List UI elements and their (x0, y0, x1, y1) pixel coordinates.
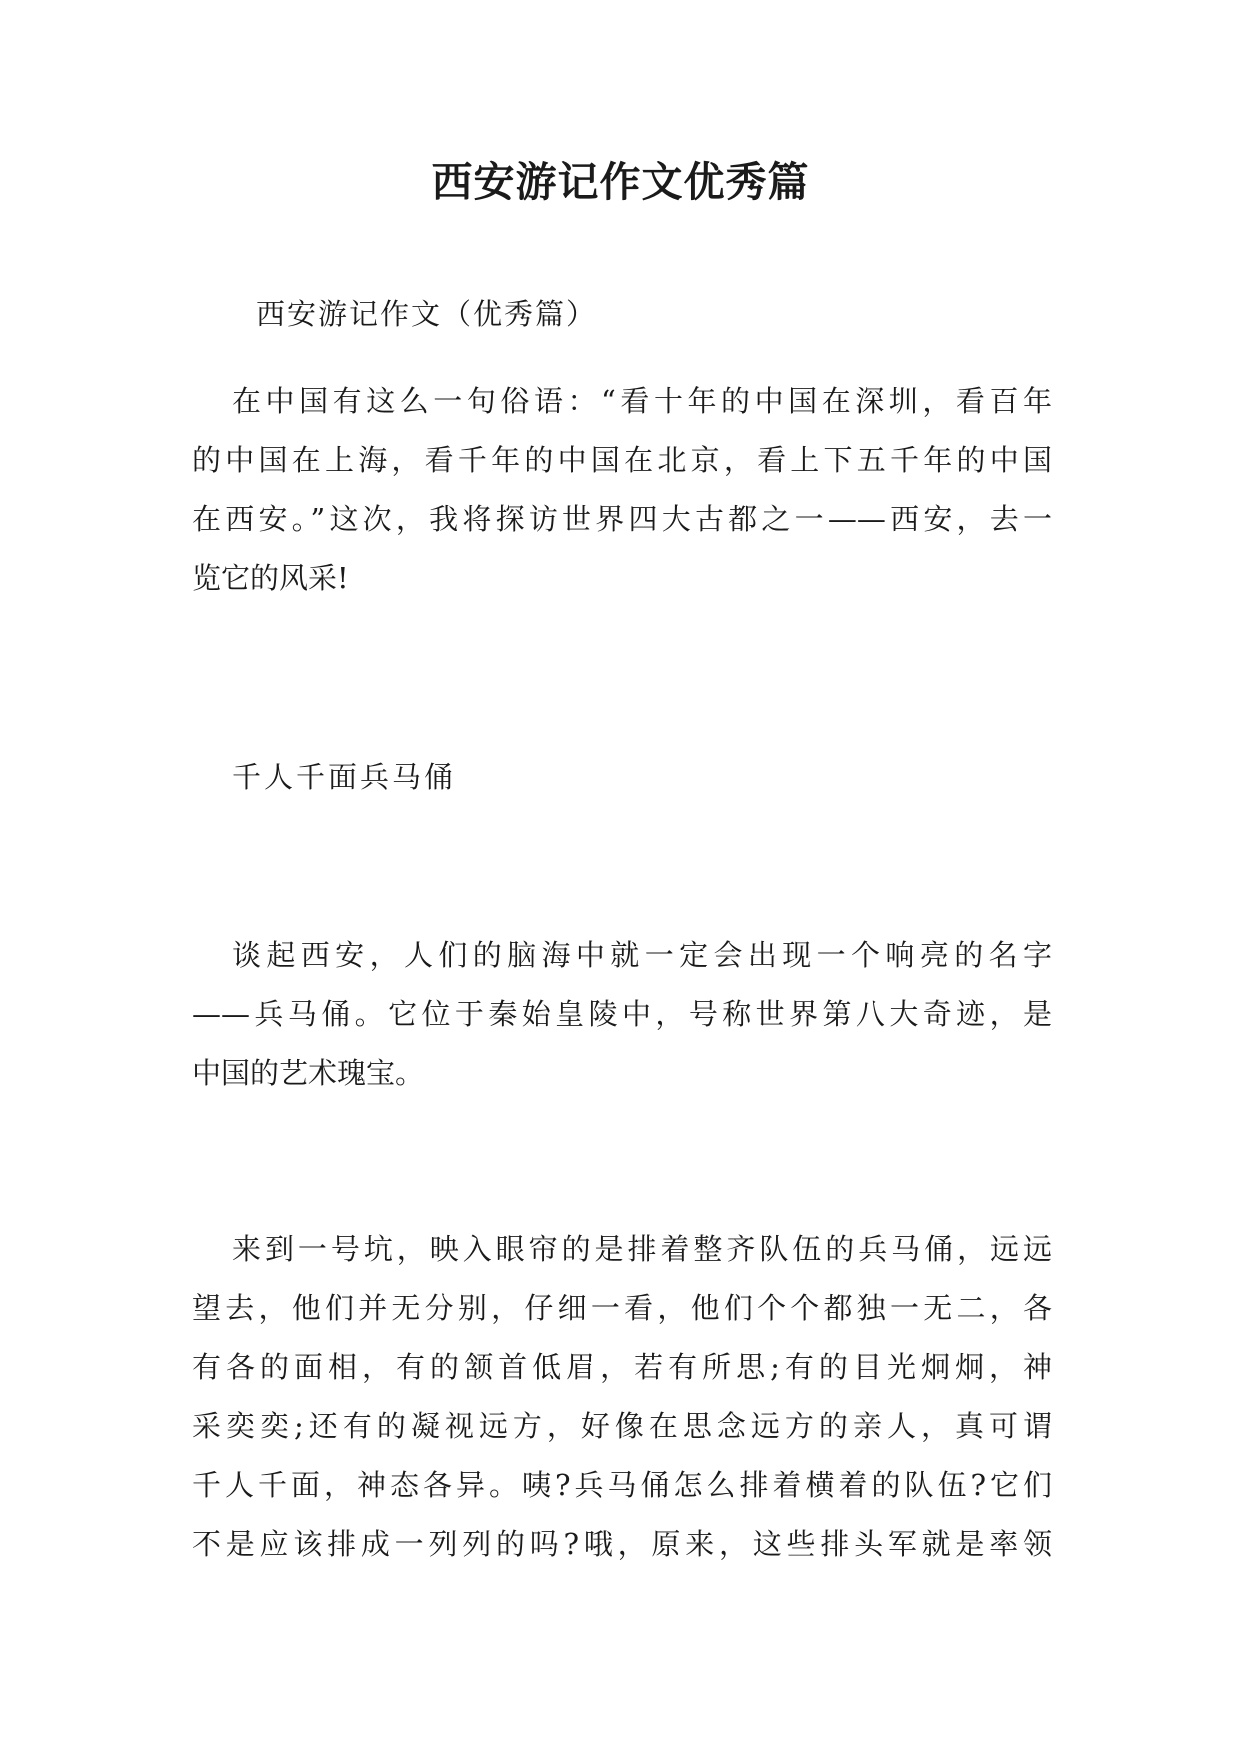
paragraph-line: 的中国在上海，看千年的中国在北京，看上下五千年的中国 (192, 443, 1052, 477)
paragraph-line: 望去，他们并无分别，仔细一看，他们个个都独一无二，各 (192, 1291, 1052, 1325)
section-heading: 千人千面兵马俑 (232, 760, 457, 794)
document-title: 西安游记作文优秀篇 (431, 158, 810, 206)
paragraph-terracotta-intro (192, 926, 1052, 1103)
paragraph-line: 览它的风采! (192, 561, 349, 595)
paragraph-line: 不是应该排成一列列的吗?哦，原来，这些排头军就是率领 (192, 1527, 1052, 1561)
paragraph-line: 在西安。”这次，我将探访世界四大古都之一——西安，去一 (192, 502, 1052, 536)
paragraph-line: 中国的艺术瑰宝。 (192, 1056, 425, 1090)
paragraph-line: 在中国有这么一句俗语：“看十年的中国在深圳，看百年 (232, 384, 1052, 418)
paragraph-pit-one (192, 1220, 1052, 1574)
paragraph-intro (192, 372, 1052, 608)
paragraph-line: 来到一号坑，映入眼帘的是排着整齐队伍的兵马俑，远远 (232, 1232, 1052, 1266)
paragraph-line: 谈起西安，人们的脑海中就一定会出现一个响亮的名字 (232, 938, 1052, 972)
paragraph-line: 采奕奕;还有的凝视远方，好像在思念远方的亲人，真可谓 (192, 1409, 1052, 1443)
paragraph-line: ——兵马俑。它位于秦始皇陵中，号称世界第八大奇迹，是 (192, 997, 1052, 1031)
document-subtitle: 西安游记作文（优秀篇） (256, 297, 598, 331)
paragraph-line: 有各的面相，有的颔首低眉，若有所思;有的目光炯炯，神 (192, 1350, 1052, 1384)
paragraph-line: 千人千面，神态各异。咦?兵马俑怎么排着横着的队伍?它们 (192, 1468, 1052, 1502)
